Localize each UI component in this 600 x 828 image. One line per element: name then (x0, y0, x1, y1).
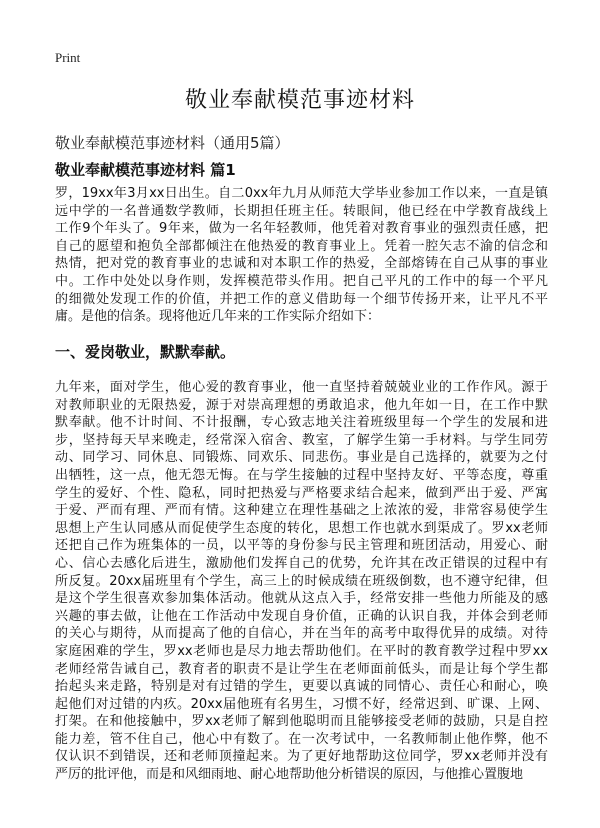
text-line: 庸。是他的信条。现将他近几年来的工作实际介绍如下： (55, 309, 381, 325)
text-line: 家庭困难的学生，罗xx老师也是尽力地去帮助他们。在平时的教育教学过程中罗xx (55, 643, 548, 659)
text-line: 严厉的批评他，而是和风细雨地、耐心地帮助他分析错误的原因，与他推心置腹地 (55, 767, 524, 783)
text-line: 所反复。20xx届班里有个学生，高三上的时候成绩在班级倒数，也不遵守纪律，但 (55, 573, 548, 589)
paragraph-1 (55, 185, 548, 326)
text-line: 中。工作中处处以身作则，发挥模范带头作用。把自己平凡的工作中的每一个平凡 (55, 273, 548, 289)
text-line: 能力差，管不住自己，他心中有数了。在一次考试中，一名教师制止他作弊，他不 (55, 731, 548, 747)
text-line: 对教师职业的无限热爱，源于对崇高理想的勇敢追求，他九年如一日，在工作中默 (55, 397, 548, 413)
paragraph-2 (55, 379, 548, 784)
text-line: 打架。在和他接触中，罗xx老师了解到他聪明而且能够接受老师的鼓励，只是自控 (55, 714, 548, 730)
text-line: 远中学的一名普通数学教师，长期担任班主任。转眼间，他已经在中学教育战线上 (55, 203, 548, 219)
text-line: 热情，把对党的教育事业的忠诚和对本职工作的热爱，全部熔铸在自己从事的事业 (55, 256, 548, 272)
document-subtitle: 敬业奉献模范事迹材料（通用5篇） (55, 134, 290, 152)
document-title: 敬业奉献模范事迹材料 (184, 88, 415, 113)
text-line: 兴趣的事去做，让他在工作活动中发现自身价值，正确的认识自我，并体会到老师 (55, 608, 548, 624)
text-line: 默奉献。他不计时间、不计报酬，专心致志地关注着班级里每一个学生的发展和进 (55, 415, 548, 431)
text-line: 自己的愿望和抱负全部都倾注在他热爱的教育事业上。凭着一腔矢志不渝的信念和 (55, 238, 548, 254)
text-line: 起他们对过错的内疚。20xx届他班有名男生，习惯不好，经常迟到、旷课、上网、 (55, 696, 548, 712)
text-line: 出牺牲，这一点，他无怨无悔。在与学生接触的过程中坚持友好、平等态度，尊重 (55, 467, 548, 483)
text-line: 九年来，面对学生，他心爱的教育事业，他一直坚持着兢兢业业的工作作风。源于 (55, 380, 548, 395)
text-line: 思想上产生认同感从而促使学生态度的转化，思想工作也就水到渠成了。罗xx老师 (55, 520, 548, 536)
text-line: 工作9个年头了。9年来，做为一名年轻教师，他凭着对教育事业的强烈责任感，把 (55, 221, 548, 237)
text-line: 步，坚持每天早来晚走，经常深入宿舍、教室，了解学生第一手材料。与学生同劳 (55, 432, 548, 448)
text-line: 心、信心去感化后进生，激励他们发挥自己的优势，允许其在改正错误的过程中有 (55, 555, 548, 571)
text-line: 是这个学生很喜欢参加集体活动。他就从这点入手，经常安排一些他力所能及的感 (55, 591, 548, 607)
print-label: Print (55, 50, 81, 65)
text-line: 学生的爱好、个性、隐私，同时把热爱与严格要求结合起来，做到严出于爱、严寓 (55, 485, 548, 501)
text-line: 抬起头来走路，特别是对有过错的学生，更要以真诚的同情心、责任心和耐心，唤 (55, 679, 548, 695)
text-line: 仅认识不到错误，还和老师顶撞起来。为了更好地帮助这位同学，罗xx老师并没有 (55, 749, 548, 765)
text-line: 的细微处发现工作的价值，并把工作的意义借助每一个细节传扬开来，让平凡不平 (55, 291, 548, 307)
text-line: 于爱、严而有理、严而有情。这种建立在理性基础之上浓浓的爱，非常容易使学生 (55, 503, 548, 519)
text-line: 罗，19xx年3月xx日出生。自二0xx年九月从师范大学毕业参加工作以来，一直是镇 (55, 186, 548, 201)
text-line: 还把自己作为班集体的一员，以平等的身份参与民主管理和班团活动，用爱心、耐 (55, 538, 548, 554)
heading-1: 一、爱岗敬业，默默奉献。 (55, 343, 236, 361)
text-line: 动、同学习、同休息、同锻炼、同欢乐、同悲伤。事业是自己选择的，就要为之付 (55, 450, 548, 466)
text-line: 老师经常告诫自己，教育者的职责不是让学生在老师面前低头，而是让每个学生都 (55, 661, 548, 677)
text-line: 的关心与期待，从而提高了他的自信心，并在当年的高考中取得优异的成绩。对待 (55, 626, 548, 642)
section-title: 敬业奉献模范事迹材料 篇1 (55, 161, 236, 179)
